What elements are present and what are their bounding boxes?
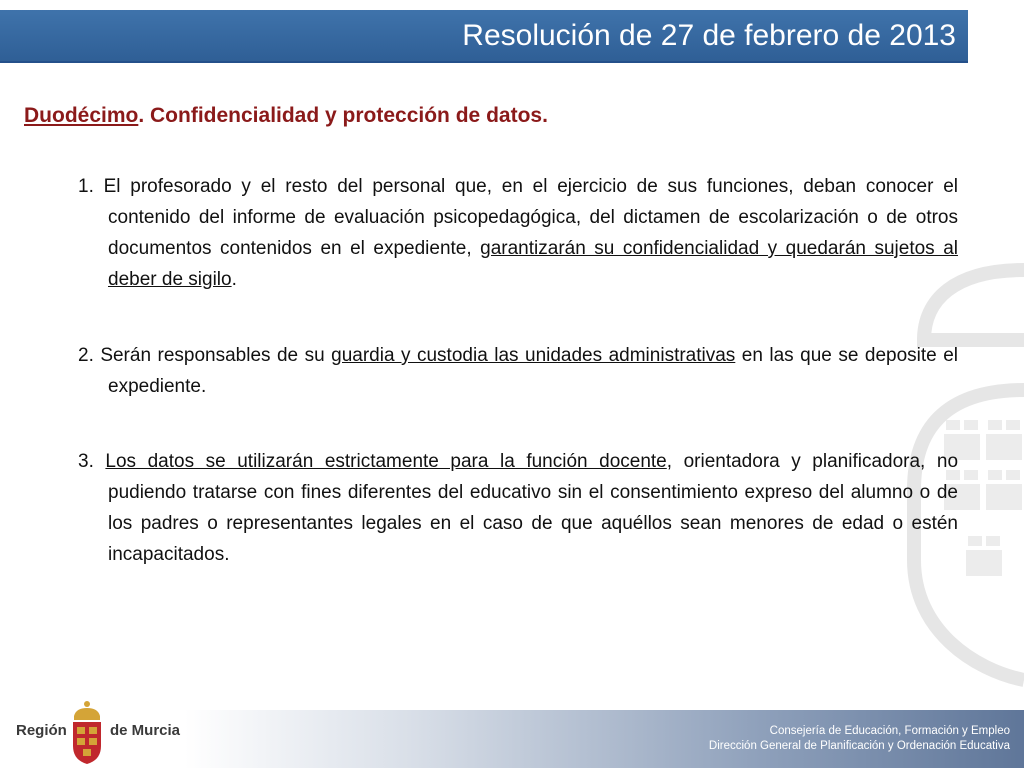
slide-title: Resolución de 27 de febrero de 2013 xyxy=(462,19,956,52)
paragraph-1-underlined: garantizarán su confidencialidad y quedarán sujetos al deber de sigilo xyxy=(108,238,958,290)
paragraph-3-number: 3. xyxy=(78,451,106,472)
paragraph-2 xyxy=(78,340,958,402)
paragraph-2-text: 2. Serán responsables de su xyxy=(78,345,332,366)
paragraph-3-underlined: Los datos se utilizarán estrictamente para la función docente xyxy=(105,451,667,472)
title-bar xyxy=(0,10,968,63)
paragraph-3-text: , orientadora y planificadora, no pudiendo tratarse con fines diferentes del educativo sin el consentimiento expreso del alumno o de los padres o representantes legales en el caso de que aquéllos sean menores de edad o estén incapacitados. xyxy=(108,451,959,565)
paragraph-1-end: . xyxy=(231,269,237,290)
paragraph-1-text: 1. El profesorado y el resto del personal que, en el ejercicio de sus funciones, deban conocer el contenido del informe de evaluación psicopedagógica, del dictamen de escolarización o de otros documentos contenidos en el expediente, xyxy=(78,176,958,259)
logo-text-region: Región xyxy=(16,722,67,739)
paragraph-1 xyxy=(78,171,958,295)
paragraph-2-underlined: guardia y custodia las unidades administrativas xyxy=(331,345,736,366)
section-heading-number: Duodécimo xyxy=(24,104,139,127)
section-heading xyxy=(24,104,548,128)
paragraph-3 xyxy=(78,446,958,570)
footer-line-2: Dirección General de Planificación y Ordenación Educativa xyxy=(708,740,1010,752)
section-heading-title: . Confidencialidad y protección de datos. xyxy=(138,104,548,127)
footer-department xyxy=(709,724,1010,754)
footer-line-1: Consejería de Educación, Formación y Empleo xyxy=(769,725,1010,737)
logo-text-murcia: de Murcia xyxy=(110,722,181,739)
paragraph-2-end: en las que se deposite el expediente. xyxy=(108,345,958,397)
region-murcia-crest-icon xyxy=(68,700,106,766)
